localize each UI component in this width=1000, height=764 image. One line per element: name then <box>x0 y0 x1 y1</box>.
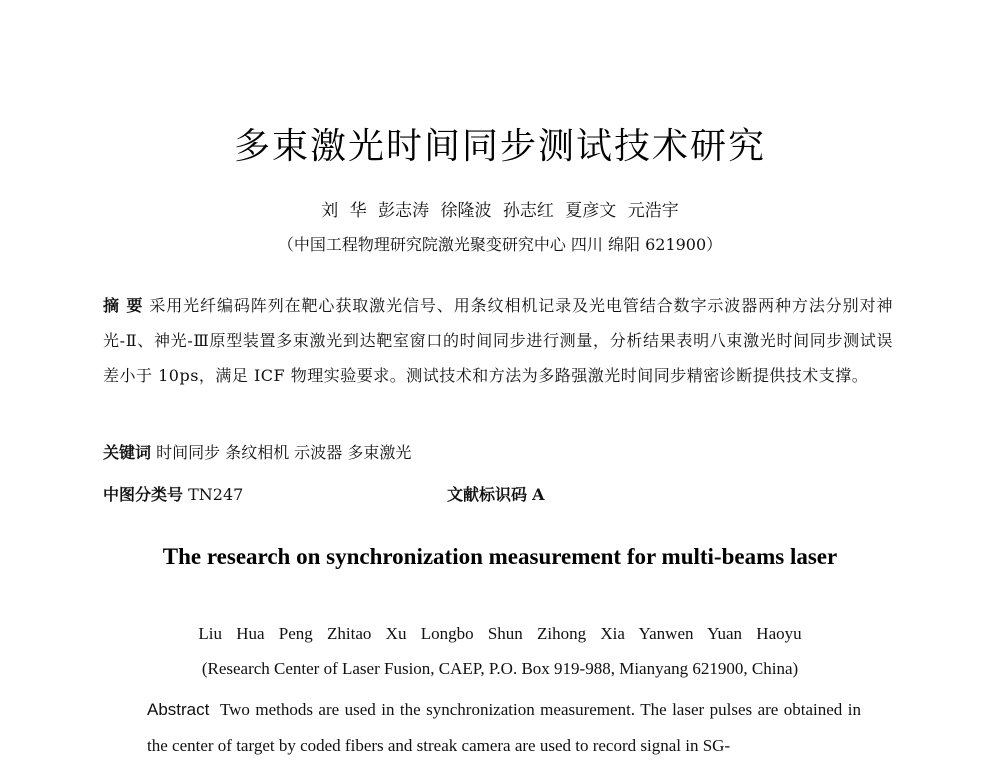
affiliation-english: (Research Center of Laser Fusion, CAEP, P.O. Box 919-988, Mianyang 621900, China) <box>201 659 799 678</box>
abstract-english <box>147 692 861 764</box>
keywords-label: 关键词 <box>103 443 152 462</box>
abstract-chinese-text: 采用光纤编码阵列在靶心获取激光信号、用条纹相机记录及光电管结合数字示波器两种方法分别对神光-Ⅱ、神光-Ⅲ原型装置多束激光到达靶室窗口的时间同步进行测量，分析结果表明八束激光时间同步测试误差小于 10ps，满足 ICF 物理实验要求。测试技术和方法为多路强激光时间同步精密诊断提供技术支撑。 <box>103 296 893 385</box>
abstract-english-label: Abstract <box>147 700 210 719</box>
document-code-label: 文献标识码 <box>447 485 528 504</box>
clc-value: TN247 <box>188 485 244 504</box>
keywords-text: 时间同步 条纹相机 示波器 多束激光 <box>156 443 412 462</box>
paper-title-chinese: 多束激光时间同步测试技术研究 <box>233 126 766 167</box>
author-list-chinese: 刘 华 彭志涛 徐隆波 孙志红 夏彦文 元浩宇 <box>321 201 679 221</box>
paper-title-english: The research on synchronization measurement for multi-beams laser <box>162 544 838 569</box>
clc-label: 中图分类号 <box>103 485 184 504</box>
affiliation-chinese: （中国工程物理研究院激光聚变研究中心 四川 绵阳 621900） <box>277 235 723 254</box>
abstract-chinese <box>103 288 893 393</box>
abstract-english-text: Two methods are used in the synchronization measurement. The laser pulses are obtained in the center of target by coded fibers and streak camera are used to record signal in SG- <box>147 700 861 755</box>
clc-number <box>103 482 243 505</box>
document-code-value: A <box>532 485 545 504</box>
abstract-chinese-label: 摘 要 <box>103 296 144 315</box>
document-code <box>447 482 545 505</box>
keywords-chinese <box>103 440 411 463</box>
author-list-english: Liu Hua Peng Zhitao Xu Longbo Shun Zihong Xia Yanwen Yuan Haoyu <box>198 624 802 643</box>
